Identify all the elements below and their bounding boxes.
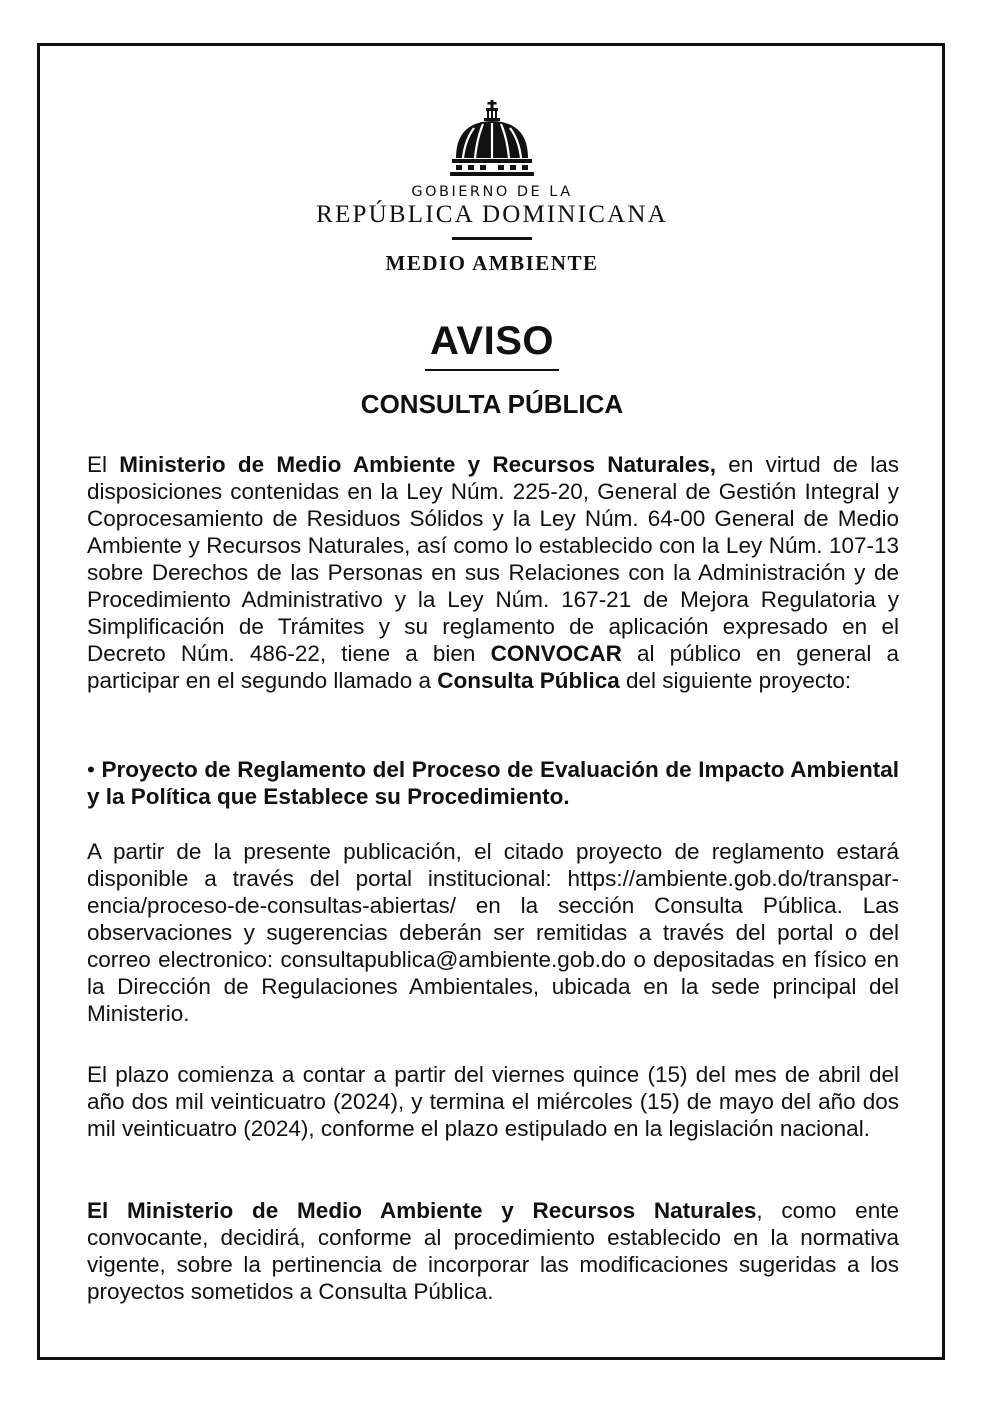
intro-paragraph	[87, 451, 899, 694]
closing-ministry-bold: El Ministerio de Medio Ambiente y Recursos Naturales	[87, 1198, 757, 1223]
notice-title: AVISO	[429, 319, 554, 363]
ministry-name: MEDIO AMBIENTE	[385, 251, 599, 275]
closing-text: , como ente convocante, decidirá, conforme al procedimiento establecido en la normativa vigente, sobre la pertinencia de incorporar las modificaciones sugeridas a los proyectos sometidos a Consulta Pública.	[87, 1198, 899, 1304]
government-logo	[0, 100, 984, 276]
consulta-publica-bold: Consulta Pública	[437, 668, 620, 693]
closing-paragraph	[87, 1197, 899, 1305]
availability-paragraph: A partir de la presente publicación, el citado proyecto de reglamento estará disponible a través del portal institucional: https://ambiente.gob.do/transpar-encia/proceso-de-consultas-abiertas/ en la sección Consulta Pública. Las observaciones y sugerencias deberán ser remitidas a través del portal o del correo electronico: consultapublica@ambiente.gob.do o depositadas en físico en la Dirección de Regulaciones Ambientales, ubicada en la sede principal del Ministerio.	[87, 839, 899, 1026]
logo-line-1: GOBIERNO DE LA	[411, 184, 573, 200]
deadline-paragraph: El plazo comienza a contar a partir del viernes quince (15) del mes de abril del año dos mil veinticuatro (2024), y termina el miércoles (15) de mayo del año dos mil veinticuatro (2024), conforme el plazo estipulado en la legislación nacional.	[87, 1062, 899, 1141]
intro-text-1: El	[87, 452, 120, 477]
ministry-name-bold: Ministerio de Medio Ambiente y Recursos Naturales,	[119, 452, 717, 477]
convocar-bold: CONVOCAR	[490, 641, 622, 666]
logo-divider	[452, 237, 532, 240]
title-underline	[425, 369, 559, 371]
intro-text-4: del siguiente proyecto:	[619, 668, 852, 693]
intro-text-2: en virtud de las disposiciones contenidas en la Ley Núm. 225-20, General de Gestión Integral y Coprocesamiento de Residuos Sólidos y la Ley Núm. 64-00 General de Medio Ambiente y Recursos Naturales, así como lo establecido con la Ley Núm. 107-13 sobre Derechos de las Personas en sus Relaciones con la Administración y de Procedimiento Administrativo y la Ley Núm. 167-21 de Mejora Regulatoria y Simplificación de Trámites y su reglamento de aplicación expresado en el Decreto Núm. 486-22, tiene a bien	[87, 452, 899, 666]
notice-subtitle: CONSULTA PÚBLICA	[360, 389, 624, 419]
intro-text-3: al público en general a participar en el segundo llamado a	[87, 641, 899, 693]
bullet: •	[87, 757, 102, 782]
project-item	[87, 756, 899, 810]
logo-line-2: REPÚBLICA DOMINICANA	[316, 201, 668, 228]
dome-emblem-icon	[450, 100, 534, 178]
project-title: Proyecto de Reglamento del Proceso de Evaluación de Impacto Ambiental y la Política que Establece su Procedimiento.	[87, 757, 899, 809]
